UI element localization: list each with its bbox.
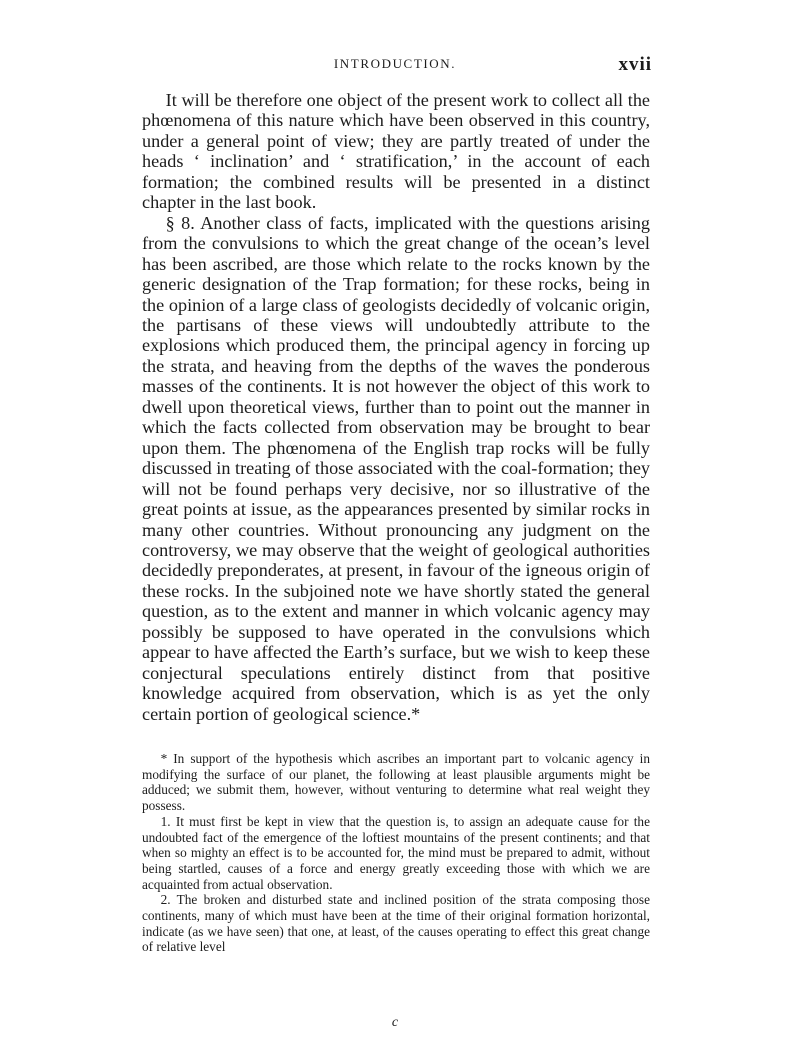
footnote-paragraph: * In support of the hypothesis which ascribes an important part to volcanic agency in modifying the surface of our planet, the following at least plausible arguments might be adduced; we submit them, however, without venturing to determine what real weight they possess. — [142, 751, 650, 814]
footnote-paragraph: 2. The broken and disturbed state and inclined position of the strata composing those continents, many of which must have been at the time of their original formation horizontal, indicate (as we have seen) that one, at least, of the causes operating to effect this great change of relative level — [142, 892, 650, 955]
main-text — [142, 90, 650, 724]
page-number: xvii — [618, 54, 652, 75]
running-head — [140, 50, 650, 80]
signature-mark: c — [391, 1015, 399, 1030]
footnote — [142, 751, 650, 955]
paragraph: § 8. Another class of facts, implicated with the questions arising from the convulsions to which the great change of the ocean’s level has been ascribed, are those which relate to the rocks known by the generic designation of the Trap formation; for these rocks, being in the opinion of a large class of geologists decidedly of volcanic origin, the partisans of these views will undoubtedly attribute to the explosions which produced them, the principal agency in forcing up the strata, and heaving from the depths of the waves the ponderous masses of the continents. It is not however the object of this work to dwell upon theoretical views, further than to point out the manner in which the facts collected from observation may be brought to bear upon them. The phœnomena of the English trap rocks will be fully discussed in treating of those associated with the coal-formation; they will not be found perhaps very decisive, nor so illustrative of the great points at issue, as the appearances presented by similar rocks in many other countries. Without pronouncing any judgment on the controversy, we may observe that the weight of geological authorities decidedly preponderates, at present, in favour of the igneous origin of these rocks. In the subjoined note we have shortly stated the general question, as to the extent and manner in which volcanic agency may possibly be supposed to have operated in the convulsions which appear to have affected the Earth’s surface, but we wish to keep these conjectural speculations entirely distinct from that positive knowledge acquired from observation, which is as yet the only certain portion of geological science.* — [142, 212, 650, 724]
running-title: INTRODUCTION. — [333, 56, 457, 71]
paragraph: It will be therefore one object of the present work to collect all the phœnomena of this nature which have been observed in this country, under a general point of view; they are partly treated of under the heads ‘ inclination’ and ‘ stratification,’ in the account of each formation; the combined results will be presented in a distinct chapter in the last book. — [142, 90, 650, 213]
footnote-paragraph: 1. It must first be kept in view that the question is, to assign an adequate cause for the undoubted fact of the emergence of the loftiest mountains of the present continents; and that when so mighty an effect is to be accounted for, the mind must be prepared to admit, without being startled, causes of a force and energy greatly exceeding those with which we are acquainted from actual observation. — [142, 813, 650, 892]
